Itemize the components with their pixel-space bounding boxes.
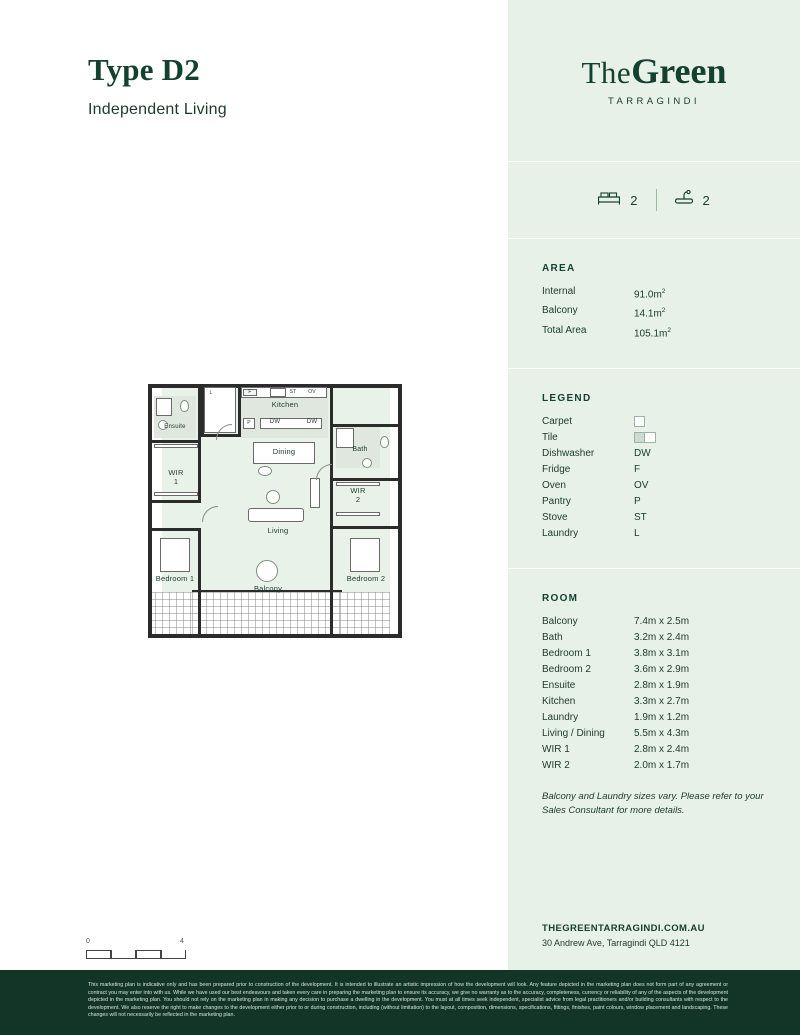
balcony-hatch bbox=[192, 592, 340, 638]
wall-left bbox=[148, 384, 152, 638]
wall-wir1-bottom bbox=[152, 500, 201, 503]
room-row bbox=[542, 758, 766, 774]
ensuite-label: Ensuite bbox=[164, 424, 186, 430]
area-label: Internal bbox=[542, 286, 576, 297]
wall-wir2-left bbox=[330, 478, 333, 528]
bedroom2-label: Bedroom 2 bbox=[346, 574, 386, 583]
area-value: $14.1m^2$ bbox=[634, 307, 666, 320]
area-row bbox=[542, 303, 766, 322]
info-panel bbox=[508, 0, 800, 970]
scale-start-label: 0 bbox=[86, 938, 90, 945]
wir1-number: 1 bbox=[173, 477, 179, 486]
room-row bbox=[542, 662, 766, 678]
scale-bar bbox=[86, 938, 186, 959]
balcony-table bbox=[256, 560, 278, 582]
kitchen-label: Kitchen bbox=[271, 400, 299, 409]
terrace-hatch-right bbox=[340, 592, 390, 638]
room-label: Bedroom 1 bbox=[542, 647, 591, 659]
area-title: AREA bbox=[542, 263, 576, 274]
area-row bbox=[542, 284, 766, 303]
wall-bed2-left bbox=[330, 528, 333, 638]
wall-bed1-right bbox=[198, 528, 201, 638]
wir1-label: WIR bbox=[168, 468, 184, 477]
carpet-swatch bbox=[634, 414, 645, 430]
room-note: Balcony and Laundry sizes vary. Please refer to your Sales Consultant for more details. bbox=[542, 790, 764, 816]
room-label: Ensuite bbox=[542, 679, 576, 691]
legend-label: Tile bbox=[542, 431, 558, 443]
wir2-shelf-top bbox=[336, 482, 380, 486]
legend-row bbox=[542, 446, 766, 462]
tv-unit bbox=[310, 478, 320, 508]
room-label: WIR 2 bbox=[542, 759, 570, 771]
room-label: Balcony bbox=[542, 615, 578, 627]
bed-bath-summary bbox=[508, 162, 800, 238]
room-value: 3.3m x 2.7m bbox=[634, 695, 690, 707]
wir1-shelf-top bbox=[154, 444, 198, 448]
oven-label: OV bbox=[308, 389, 316, 395]
bed-icon bbox=[598, 191, 620, 210]
room-value: 2.8m x 1.9m bbox=[634, 679, 690, 691]
bath-basin bbox=[362, 458, 372, 468]
legend-value: F bbox=[634, 463, 641, 475]
legend-value: OV bbox=[634, 479, 649, 491]
legend-row bbox=[542, 510, 766, 526]
bath-label: Bath bbox=[352, 446, 368, 453]
legend-row bbox=[542, 430, 766, 446]
legend-row bbox=[542, 526, 766, 542]
wall-bottom bbox=[148, 634, 402, 638]
legend-label: Pantry bbox=[542, 495, 571, 507]
room-row bbox=[542, 694, 766, 710]
room-label: Bedroom 2 bbox=[542, 663, 591, 675]
legend-label: Carpet bbox=[542, 415, 573, 427]
room-value: 3.6m x 2.9m bbox=[634, 663, 690, 675]
room-row bbox=[542, 710, 766, 726]
brand-logo bbox=[508, 0, 800, 107]
bath-shower bbox=[336, 428, 354, 448]
bath-group bbox=[657, 190, 728, 211]
wall-bed1-top bbox=[152, 528, 201, 531]
tile-swatch bbox=[634, 430, 656, 446]
room-value: 3.2m x 2.4m bbox=[634, 631, 690, 643]
legend-row bbox=[542, 414, 766, 430]
legend-label: Oven bbox=[542, 479, 566, 491]
room-value: 3.8m x 3.1m bbox=[634, 647, 690, 659]
area-label: Balcony bbox=[542, 305, 578, 317]
room-label: Kitchen bbox=[542, 695, 576, 707]
wall-right bbox=[398, 384, 402, 638]
wir2-label: WIR bbox=[350, 486, 366, 495]
room-row bbox=[542, 646, 766, 662]
legend-value: ST bbox=[634, 511, 647, 523]
room-row bbox=[542, 726, 766, 742]
dining-label: Dining bbox=[272, 447, 296, 456]
room-title: ROOM bbox=[542, 592, 579, 604]
website-link[interactable]: THEGREENTARRAGINDI.COM.AU bbox=[542, 923, 705, 934]
room-label: Living / Dining bbox=[542, 727, 605, 739]
area-value: $91.0m^2$ bbox=[634, 288, 666, 301]
legend-label: Dishwasher bbox=[542, 447, 595, 459]
dishwasher-label: DW bbox=[306, 419, 318, 425]
room-value: 7.4m x 2.5m bbox=[634, 615, 690, 627]
wall-ensuite-bottom bbox=[152, 440, 201, 443]
bed-group bbox=[580, 191, 655, 210]
terrace-hatch-left bbox=[148, 592, 192, 638]
legend-title: LEGEND bbox=[542, 392, 592, 404]
bed-count: 2 bbox=[630, 192, 638, 208]
legend-value: P bbox=[634, 495, 641, 507]
room-row bbox=[542, 678, 766, 694]
panel-footer bbox=[542, 923, 705, 948]
brand-green: Green bbox=[631, 51, 727, 91]
room-value: 2.0m x 1.7m bbox=[634, 759, 690, 771]
room-row bbox=[542, 614, 766, 630]
legend-row bbox=[542, 494, 766, 510]
legend-label: Fridge bbox=[542, 463, 571, 475]
room-value: 1.9m x 1.2m bbox=[634, 711, 690, 723]
stove-unit bbox=[270, 388, 286, 397]
fridge-label: F bbox=[248, 389, 252, 395]
wall-wir1-right bbox=[198, 440, 201, 502]
area-row bbox=[542, 323, 766, 342]
page-title: Type D2 bbox=[88, 52, 200, 87]
pantry-label: P bbox=[247, 420, 251, 426]
room-value: 5.5m x 4.3m bbox=[634, 727, 690, 739]
armchair bbox=[258, 466, 272, 476]
area-label: Total Area bbox=[542, 324, 587, 336]
bed2-bed bbox=[350, 538, 380, 572]
room-label: WIR 1 bbox=[542, 743, 570, 755]
area-section bbox=[508, 239, 800, 368]
bath-count: 2 bbox=[702, 192, 710, 208]
room-row bbox=[542, 742, 766, 758]
floor-plan-drawing bbox=[140, 378, 410, 658]
wir2-number: 2 bbox=[355, 495, 361, 504]
page-subtitle: Independent Living bbox=[88, 101, 227, 118]
coffee-table bbox=[266, 490, 280, 504]
legend-value: L bbox=[634, 527, 640, 539]
room-section bbox=[508, 569, 800, 844]
shower-icon bbox=[675, 190, 693, 211]
living-label: Living bbox=[267, 526, 289, 535]
wall-bath-bottom bbox=[330, 478, 402, 481]
room-value: 2.8m x 2.4m bbox=[634, 743, 690, 755]
brand-the: The bbox=[581, 55, 632, 90]
balcony-label: Balcony bbox=[253, 584, 283, 593]
legend-row bbox=[542, 478, 766, 494]
legend-section bbox=[508, 369, 800, 568]
legend-label: Laundry bbox=[542, 527, 579, 539]
disclaimer-bar bbox=[0, 970, 800, 1035]
room-label: Bath bbox=[542, 631, 563, 643]
ensuite-shower bbox=[156, 398, 172, 416]
legend-row bbox=[542, 462, 766, 478]
wall-bath-top bbox=[330, 424, 402, 427]
scale-end-label: 4 bbox=[180, 938, 184, 945]
sofa bbox=[248, 508, 304, 522]
dishwasher-label-left: DW bbox=[269, 419, 281, 425]
wall-wir2-bottom bbox=[330, 526, 402, 529]
stove-label: ST bbox=[289, 389, 297, 395]
site-address: 30 Andrew Ave, Tarragindi QLD 4121 bbox=[542, 938, 690, 948]
legend-value: DW bbox=[634, 447, 651, 459]
area-value: $105.1m^2$ bbox=[634, 326, 671, 339]
room-label: Laundry bbox=[542, 711, 579, 723]
disclaimer-text: This marketing plan is indicative only and has been prepared prior to construction of the development. It is intended to illustrate an artistic impression of how the development will look. Any feature depicted in the marketing plan does not form part of any agreement or contract you may enter into with us. While we have used our best endeavours and taken every care in preparing the marketing plan to ensure its accuracy, we give no warranty as to the accuracy, completeness, currency or reliability of any of the aspects of the development depicted in the marketing plan. You should not rely on the marketing plan in making any decision to purchase a dwelling in the development. You must at all times seek independent, specialist advice from legal practitioners and/or building consultants with respect to the development. We also reserve the right to make changes to the development either prior to or during construction, including (without limitation) to the layout, composition, dimensions, specifications, fittings, finishes, paint colours, window placement and landscaping. These changes will not necessarily be reflected in the marketing plan. bbox=[88, 982, 728, 1019]
bed1-bed bbox=[160, 538, 190, 572]
bedroom1-label: Bedroom 1 bbox=[155, 574, 195, 583]
room-row bbox=[542, 630, 766, 646]
wir2-shelf-bottom bbox=[336, 512, 380, 516]
brand-location: TARRAGINDI bbox=[608, 96, 700, 107]
ensuite-toilet bbox=[180, 400, 189, 412]
wir1-shelf-bottom bbox=[154, 492, 198, 496]
legend-label: Stove bbox=[542, 511, 568, 523]
laundry-label: L bbox=[209, 390, 213, 396]
